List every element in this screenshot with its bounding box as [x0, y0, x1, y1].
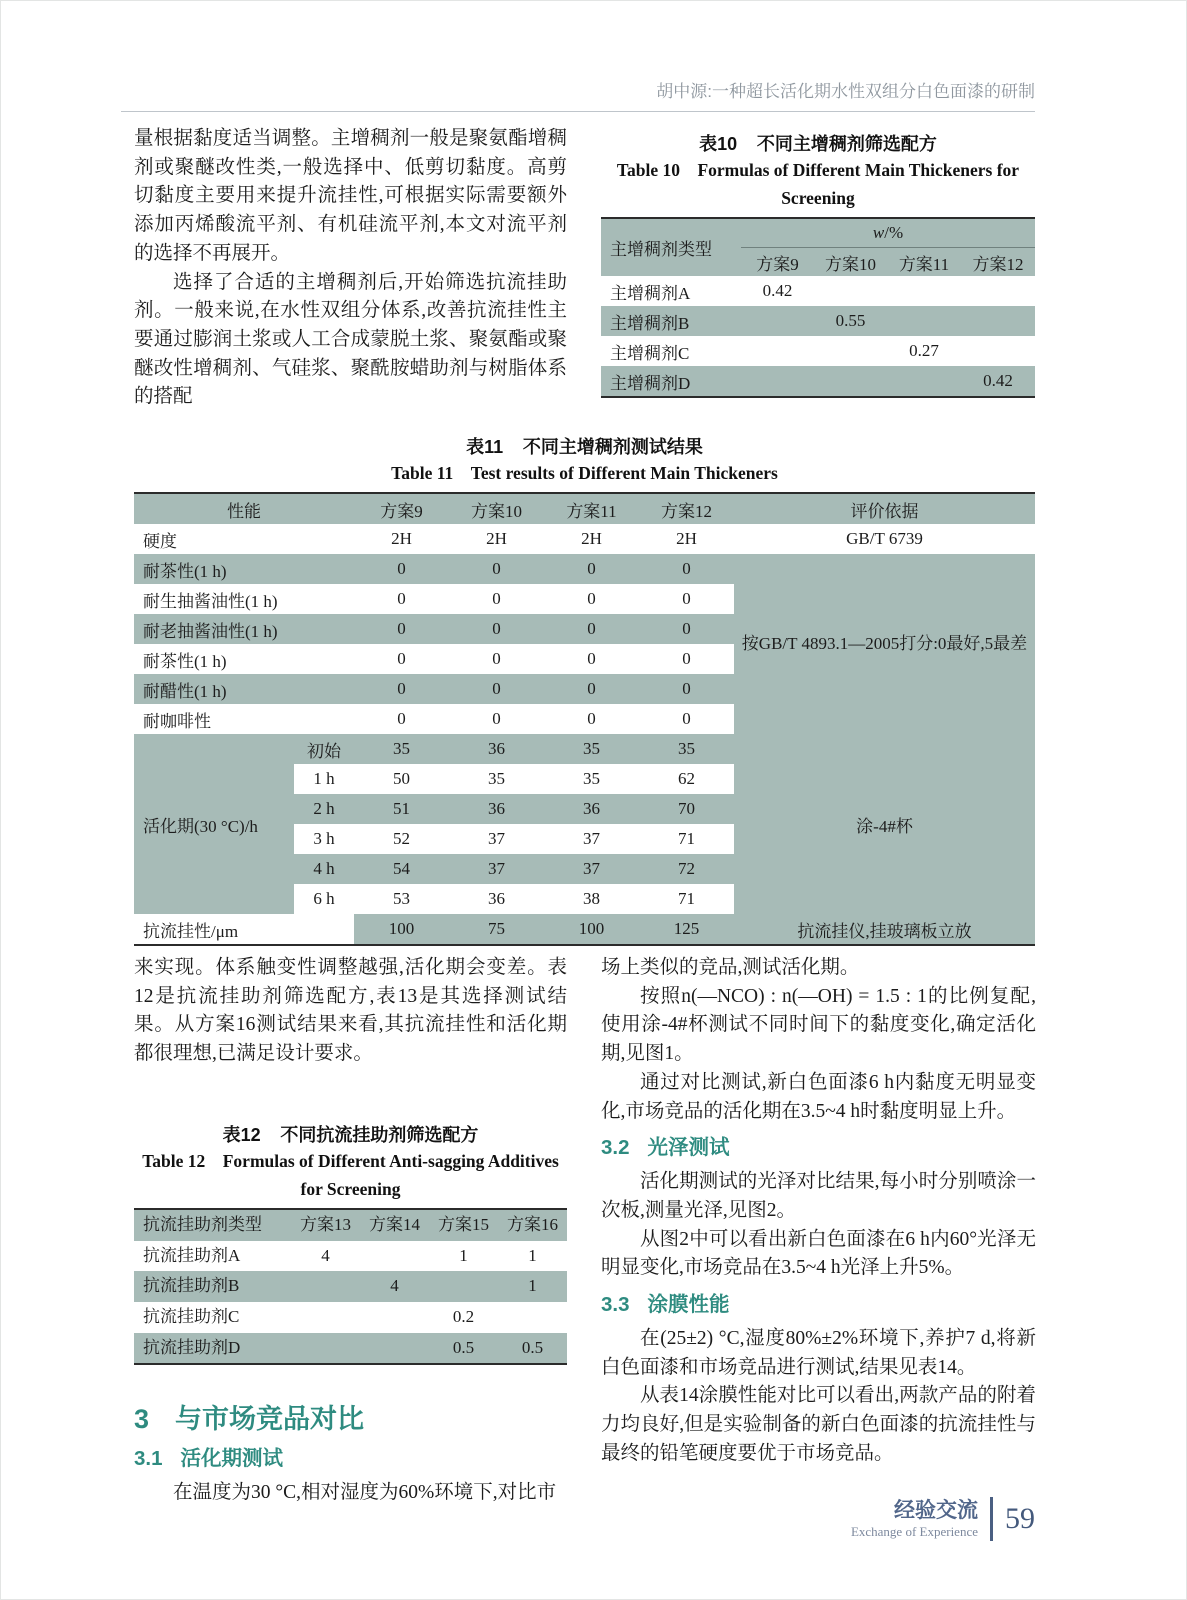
cell: 0 — [682, 709, 691, 728]
cell: 71 — [678, 889, 695, 908]
cell: 0 — [544, 554, 639, 584]
cell: 100 — [544, 914, 639, 945]
cell — [741, 336, 814, 366]
table-row — [134, 524, 1035, 554]
cell — [360, 1241, 429, 1272]
cell: 36 — [449, 794, 544, 824]
cell: 37 — [488, 829, 505, 848]
paragraph: 从表14涂膜性能对比可以看出,两款产品的附着力均良好,但是实验制备的新白色面漆的抗流挂性与最终的铅笔硬度要优于市场竞品。 — [601, 1385, 1036, 1464]
cell: 72 — [639, 854, 734, 884]
table11-title-cn — [134, 435, 1035, 459]
table11-col-header: 方案12 — [639, 493, 734, 524]
cell: 0 — [492, 589, 501, 608]
cell: 0 — [544, 614, 639, 644]
cell: 0.55 — [814, 306, 887, 336]
section-3-1-heading — [134, 1445, 567, 1473]
cell — [887, 306, 961, 336]
page-number: 59 — [1005, 1502, 1035, 1535]
time-label: 6 h — [313, 889, 335, 908]
cell: 52 — [393, 829, 410, 848]
table12-col-header: 方案13 — [291, 1209, 360, 1241]
time-label: 初始 — [294, 734, 354, 764]
table10-col-header: 方案10 — [814, 248, 887, 277]
time-label: 4 h — [294, 854, 354, 884]
cell: 0 — [397, 709, 406, 728]
paragraph: 从图2中可以看出新白色面漆在6 h内60°光泽无明显变化,市场竞品在3.5~4 h光泽上升5%。 — [601, 1228, 1036, 1279]
row-label: 主增稠剂D — [601, 366, 741, 397]
cell: 0 — [587, 589, 596, 608]
table10-col-header: 方案12 — [961, 248, 1035, 277]
cell: 1 — [459, 1245, 468, 1265]
row-label: 主增稠剂C — [610, 343, 690, 363]
cell: 0 — [639, 674, 734, 704]
paragraph: 在温度为30 °C,相对湿度为60%环境下,对比市 — [173, 1482, 557, 1504]
row-label: 耐醋性(1 h) — [134, 674, 354, 704]
cell: 0.2 — [452, 1306, 475, 1326]
table-row — [601, 276, 1035, 306]
table11 — [134, 492, 1035, 946]
cell — [814, 366, 887, 397]
cell: 0 — [587, 649, 596, 668]
cell: 0.42 — [961, 366, 1035, 397]
footer-section — [851, 1499, 978, 1540]
cell: 0 — [449, 674, 544, 704]
paragraph: 量根据黏度适当调整。主增稠剂一般是聚氨酯增稠剂或聚醚改性类,一般选择中、低剪切黏度。高剪切黏度主要用来提升流挂性,可根据实际需要额外添加丙烯酸流平剂、有机硅流平剂,本文对流平剂的选择不再展开。 — [134, 128, 567, 264]
cell: 2H — [676, 529, 697, 548]
cell: 2H — [391, 529, 412, 548]
cell — [814, 276, 887, 306]
section-3-2-heading — [601, 1134, 1036, 1162]
table12-col-header: 方案14 — [360, 1209, 429, 1241]
time-label: 1 h — [313, 769, 335, 788]
table11-col-header: 方案9 — [354, 493, 449, 524]
cell: 71 — [678, 829, 695, 848]
section-3-3-heading — [601, 1291, 1036, 1319]
footer-section-en: Exchange of Experience — [850, 1523, 978, 1539]
cell — [291, 1333, 360, 1365]
row-label: 抗流挂助剂D — [134, 1333, 291, 1365]
table-row — [134, 554, 1035, 584]
table12 — [134, 1208, 567, 1366]
cell: 51 — [354, 794, 449, 824]
footer-section-cn: 经验交流 — [894, 1498, 978, 1522]
table10-block — [601, 132, 1035, 398]
table11-col-header: 方案10 — [449, 493, 544, 524]
paragraph: 活化期测试的光泽对比结果,每小时分别喷涂一次板,测量光泽,见图2。 — [601, 1171, 1036, 1221]
cell: 0 — [682, 589, 691, 608]
footer-divider — [990, 1497, 993, 1541]
table12-col-header: 方案15 — [429, 1209, 498, 1241]
cell: 0 — [587, 709, 596, 728]
row-label: 抗流挂助剂C — [143, 1306, 240, 1326]
cell: 125 — [639, 914, 734, 945]
row-label: 耐生抽酱油性(1 h) — [143, 591, 278, 611]
right-column-lower — [601, 954, 1036, 1469]
cell: 0 — [449, 614, 544, 644]
table10-number: 表10 — [699, 134, 738, 154]
cell: 38 — [583, 889, 600, 908]
table11-name: 不同主增稠剂测试结果 — [522, 437, 703, 457]
cell: 100 — [354, 914, 449, 945]
cell: 35 — [544, 734, 639, 764]
time-label: 2 h — [294, 794, 354, 824]
table12-title-en: Table 12 Formulas of Different Anti-sagging Additives for Screening — [142, 1150, 559, 1199]
cell: 75 — [449, 914, 544, 945]
cell: 0 — [397, 589, 406, 608]
cell: 0 — [354, 674, 449, 704]
criteria-cell: 按GB/T 4893.1—2005打分:0最好,5最差 — [734, 554, 1035, 734]
page-footer — [601, 1497, 1035, 1541]
criteria-cell: GB/T 6739 — [846, 529, 923, 548]
cell — [498, 1302, 567, 1333]
cell: 35 — [354, 734, 449, 764]
running-title: 胡中源:一种超长活化期水性双组分白色面漆的研制 — [656, 82, 1035, 101]
paragraph: 选择了合适的主增稠剂后,开始筛选抗流挂助剂。一般来说,在水性双组分体系,改善抗流挂性主要通过膨润土浆或人工合成蒙脱土浆、聚氨酯或聚醚改性增稠剂、气硅浆、聚酰胺蜡助剂与树脂体系的搭配 — [134, 271, 567, 408]
table12-header-label: 抗流挂助剂类型 — [134, 1209, 291, 1241]
section-number: 3.1 — [134, 1447, 163, 1471]
cell: 1 — [498, 1271, 567, 1302]
left-column-upper — [134, 125, 567, 412]
section-title: 涂膜性能 — [647, 1293, 730, 1317]
table12-col-header: 方案16 — [498, 1209, 567, 1241]
cell: 35 — [639, 734, 734, 764]
table11-header-criteria: 评价依据 — [734, 493, 1035, 524]
cell — [961, 336, 1035, 366]
cell: 0 — [682, 649, 691, 668]
cell — [360, 1333, 429, 1365]
left-column-lower — [134, 954, 567, 1508]
cell — [961, 276, 1035, 306]
cell: 36 — [449, 734, 544, 764]
table-row — [134, 1241, 567, 1272]
cell: 0 — [492, 709, 501, 728]
cell: 0 — [492, 649, 501, 668]
table-row — [601, 336, 1035, 366]
cell — [887, 276, 961, 306]
cell: 35 — [583, 769, 600, 788]
cell: 37 — [583, 829, 600, 848]
cell: 0 — [639, 554, 734, 584]
cell: 4 — [321, 1245, 330, 1265]
table11-block — [134, 435, 1035, 946]
table10-unit-header — [741, 218, 1035, 248]
cell: 0 — [354, 554, 449, 584]
unit-rest: /% — [884, 223, 904, 242]
cell: 0 — [544, 674, 639, 704]
table11-header-perf: 性能 — [134, 493, 354, 524]
potlife-label: 活化期(30 °C)/h — [134, 734, 294, 914]
cell: 36 — [544, 794, 639, 824]
cell: 37 — [544, 854, 639, 884]
cell: 50 — [393, 769, 410, 788]
cell — [360, 1302, 429, 1333]
cell — [291, 1271, 360, 1302]
cell: 0 — [354, 614, 449, 644]
table10-header-label: 主增稠剂类型 — [601, 218, 741, 276]
section-number: 3.3 — [601, 1293, 630, 1317]
section-number: 3.2 — [601, 1136, 630, 1160]
section-number: 3 — [134, 1404, 150, 1435]
cell — [291, 1302, 360, 1333]
cell: 0 — [449, 554, 544, 584]
row-label: 主增稠剂B — [601, 306, 741, 336]
cell — [961, 306, 1035, 336]
table10-name: 不同主增稠剂筛选配方 — [756, 134, 937, 154]
table-row — [134, 914, 1035, 945]
paragraph: 在(25±2) °C,湿度80%±2%环境下,养护7 d,将新白色面漆和市场竞品进行测试,结果见表14。 — [601, 1328, 1036, 1378]
cell: 0.5 — [498, 1333, 567, 1365]
paragraph: 场上类似的竞品,测试活化期。 — [601, 957, 860, 978]
criteria-cell: 抗流挂仪,挂玻璃板立放 — [734, 914, 1035, 945]
section-3-heading — [134, 1403, 567, 1435]
criteria-cell: 涂-4#杯 — [734, 734, 1035, 914]
row-label: 耐茶性(1 h) — [143, 651, 227, 671]
table-row — [134, 1333, 567, 1365]
table12-block — [134, 1123, 567, 1366]
row-label: 耐老抽酱油性(1 h) — [134, 614, 354, 644]
cell: 70 — [639, 794, 734, 824]
table-row — [134, 1271, 567, 1302]
table-row — [601, 306, 1035, 336]
table-row — [601, 366, 1035, 397]
paragraph: 按照n(—NCO) : n(—OH) = 1.5 : 1的比例复配,使用涂-4#杯测试不同时间下的黏度变化,确定活化期,见图1。 — [601, 985, 1036, 1065]
row-label: 抗流挂助剂A — [143, 1245, 241, 1265]
cell: 0 — [397, 649, 406, 668]
cell: 37 — [449, 854, 544, 884]
row-label: 抗流挂助剂B — [134, 1271, 291, 1302]
table11-title-en: Table 11 Test results of Different Main Thickeners — [391, 463, 778, 483]
table10-col-header: 方案11 — [887, 248, 961, 277]
cell — [741, 366, 814, 397]
paragraph: 来实现。体系触变性调整越强,活化期会变差。表12是抗流挂助剂筛选配方,表13是其选择测试结果。从方案16测试结果来看,其抗流挂性和活化期都很理想,已满足设计要求。 — [134, 957, 567, 1065]
cell: 54 — [354, 854, 449, 884]
table12-title-cn — [134, 1123, 567, 1147]
cell — [887, 366, 961, 397]
cell — [429, 1271, 498, 1302]
cell — [814, 336, 887, 366]
table10-title-en: Table 10 Formulas of Different Main Thickeners for Screening — [616, 160, 1020, 208]
time-label: 3 h — [313, 829, 335, 848]
running-head — [121, 77, 1035, 112]
row-label: 主增稠剂A — [610, 283, 691, 303]
cell: 53 — [393, 889, 410, 908]
table-row — [134, 1302, 567, 1333]
row-label: 抗流挂性/μm — [143, 921, 239, 941]
cell: 62 — [678, 769, 695, 788]
table11-col-header: 方案11 — [544, 493, 639, 524]
cell: 4 — [360, 1271, 429, 1302]
section-title: 活化期测试 — [180, 1447, 283, 1471]
row-label: 耐茶性(1 h) — [134, 554, 354, 584]
cell: 1 — [528, 1245, 537, 1265]
cell — [741, 306, 814, 336]
cell: 36 — [488, 889, 505, 908]
cell: 35 — [488, 769, 505, 788]
cell: 0.5 — [429, 1333, 498, 1365]
table10 — [601, 217, 1035, 398]
cell: 2H — [486, 529, 507, 548]
cell: 0.42 — [762, 281, 793, 300]
table10-title-cn — [601, 132, 1035, 156]
cell: 0.27 — [909, 341, 939, 360]
cell: 0 — [639, 614, 734, 644]
row-label: 硬度 — [143, 531, 177, 551]
unit-w: w — [872, 223, 885, 242]
row-label: 耐咖啡性 — [143, 711, 211, 731]
table12-name: 不同抗流挂助剂筛选配方 — [280, 1124, 479, 1145]
cell: 2H — [581, 529, 602, 548]
table10-col-header: 方案9 — [741, 248, 814, 277]
section-title: 光泽测试 — [647, 1136, 730, 1160]
paragraph: 通过对比测试,新白色面漆6 h内黏度无明显变化,市场竞品的活化期在3.5~4 h时黏度明显上升。 — [601, 1071, 1036, 1122]
table-row — [134, 734, 1035, 764]
table12-number: 表12 — [222, 1124, 261, 1145]
section-title: 与市场竞品对比 — [175, 1404, 365, 1435]
table11-number: 表11 — [466, 437, 504, 457]
